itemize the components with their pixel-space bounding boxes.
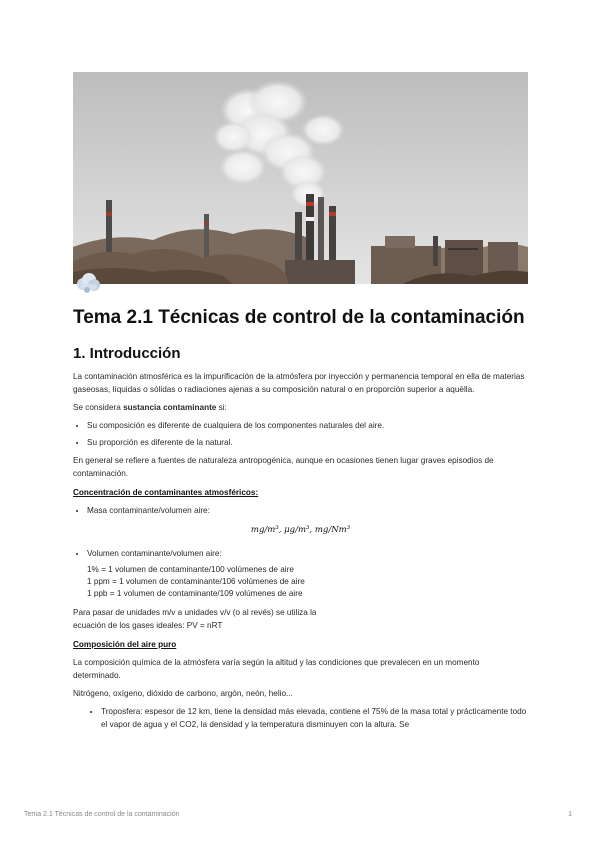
list-item: • Masa contaminante/volumen aire:	[87, 504, 528, 517]
footer-page-number: 1	[568, 811, 572, 818]
list-item: • Su proporción es diferente de la natural.	[87, 436, 528, 449]
aire-puro-heading: Composición del aire puro	[73, 640, 177, 649]
list-item: • Troposfera: espesor de 12 km, tiene la densidad más elevada, contiene el 75% de la masa total y prácticamente todo el vapor de agua y el CO2, la densidad y la temperatura disminuyen con la altura. Se	[101, 705, 528, 731]
document-body	[73, 306, 528, 736]
mass-units-formula: mg/m³, μg/m³, mg/Nm³	[250, 525, 351, 535]
troposfera-list	[73, 705, 528, 731]
page-title: Tema 2.1 Técnicas de control de la contaminación	[73, 307, 525, 328]
intro-paragraph: La contaminación atmosférica es la impurificación de la atmósfera por inyección y permanencia temporal en ella de materias gaseosas, líquidas o sólidas o radiaciones ajenas a su composición natural o en proporción superior a aquélla.	[73, 372, 525, 394]
unit-line: 1 ppm = 1 volumen de contaminante/106 volúmenes de aire	[87, 577, 305, 586]
industrial-smokestacks-illustration	[73, 72, 528, 284]
considera-prefix: Se considera	[73, 403, 124, 412]
footer-title: Tema 2.1 Técnicas de control de la contaminación	[24, 811, 180, 818]
sustancia-criteria-list	[73, 419, 528, 449]
list-item: • Volumen contaminante/volumen aire:	[87, 547, 528, 560]
considera-paragraph	[73, 401, 528, 414]
list-item: • Su composición es diferente de cualquiera de los componentes naturales del aire.	[87, 419, 528, 432]
unit-line: 1 ppb = 1 volumen de contaminante/109 volúmenes de aire	[87, 589, 303, 598]
gases-paragraph: Nitrógeno, oxígeno, dióxido de carbono, argón, neón, helio...	[73, 689, 293, 698]
cover-image	[73, 72, 528, 284]
unit-line: 1% = 1 volumen de contaminante/100 volúmenes de aire	[87, 565, 294, 574]
considera-suffix: si:	[216, 403, 227, 412]
section-heading-introduccion: 1. Introducción	[73, 345, 181, 362]
sustancia-contaminante-term: sustancia contaminante	[123, 403, 217, 412]
volumen-list	[73, 547, 528, 560]
concentracion-heading: Concentración de contaminantes atmosféricos:	[73, 488, 259, 497]
volume-units-block	[87, 564, 528, 600]
conversion-paragraph: Para pasar de unidades m/v a unidades v/v (o al revés) se utiliza la ecuación de los gases ideales: PV = nRT	[73, 608, 317, 630]
cloud-icon	[74, 270, 102, 298]
general-paragraph: En general se refiere a fuentes de naturaleza antropogénica, aunque en ocasiones tienen lugar graves episodios de contaminación.	[73, 456, 494, 478]
composicion-paragraph: La composición química de la atmósfera varía según la altitud y las condiciones que prevalecen en un momento determinado.	[73, 658, 480, 680]
masa-list	[73, 504, 528, 517]
